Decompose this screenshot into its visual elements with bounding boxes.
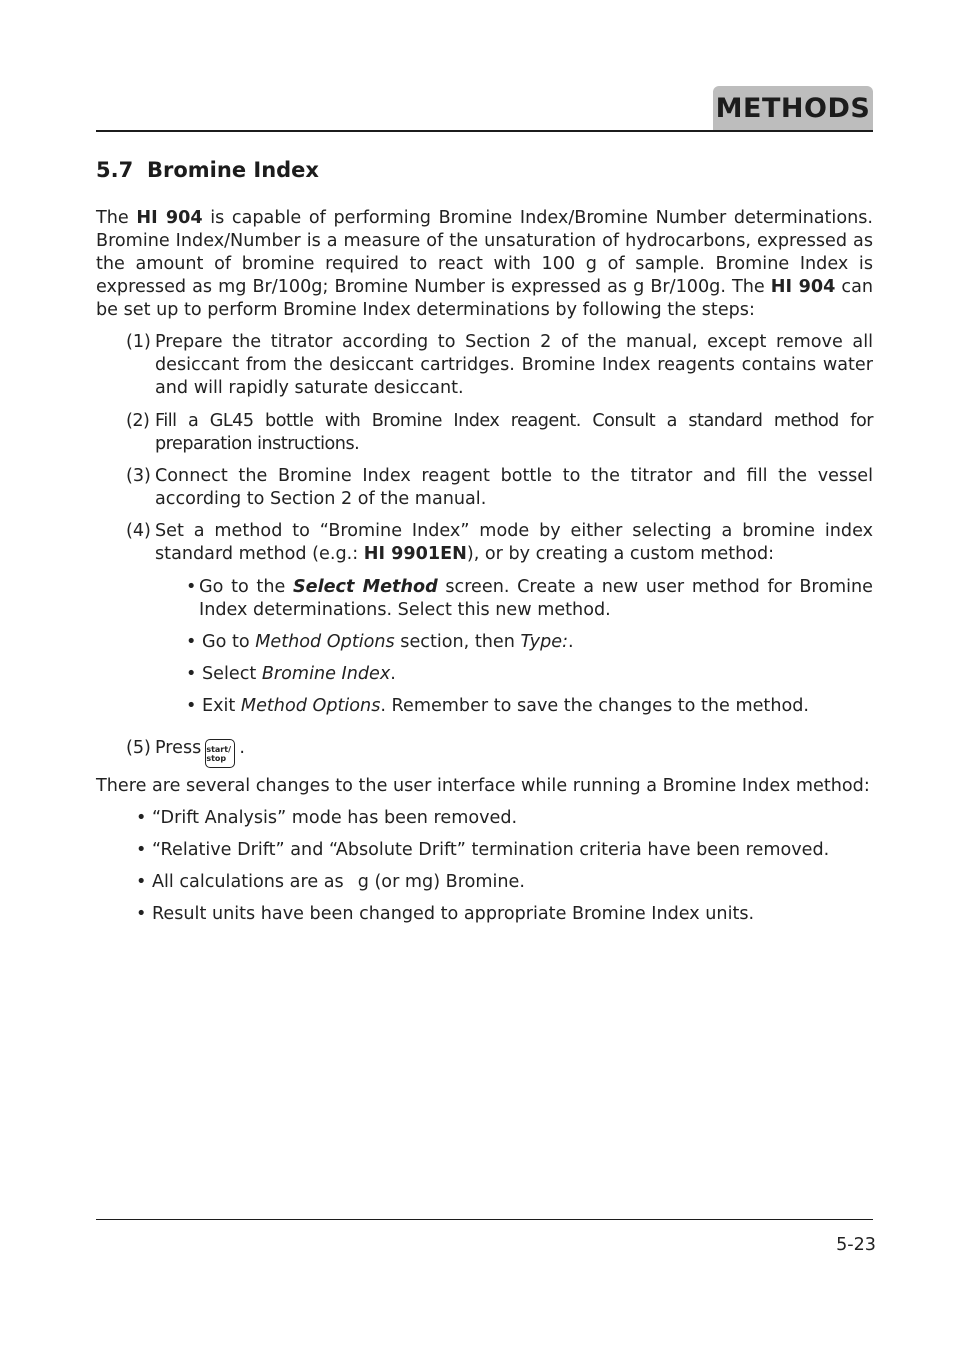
step-number: (1) bbox=[126, 332, 151, 352]
step-1 bbox=[126, 331, 873, 400]
step-number: (2) bbox=[126, 411, 150, 431]
substep-method-options bbox=[186, 631, 574, 654]
bullet: • bbox=[186, 696, 197, 716]
substep-text: . bbox=[390, 664, 396, 684]
substep-text: screen. Create a new user method for Bromine Index determinations. Select this new method. bbox=[199, 577, 873, 620]
changes-intro: There are several changes to the user interface while running a Bromine Index method: bbox=[96, 776, 870, 796]
page-number: 5-23 bbox=[836, 1235, 876, 1255]
change-text: All calculations are as bbox=[151, 872, 344, 892]
change-text: “Drift Analysis” mode has been removed. bbox=[151, 808, 518, 828]
step-number: (3) bbox=[126, 466, 151, 486]
section-title: Bromine Index bbox=[147, 158, 319, 182]
step-text-part: Set a method to “Bromine Index” mode by either selecting a bromine index standard method (e.g.: bbox=[155, 521, 873, 564]
change-item bbox=[136, 903, 754, 926]
change-text: g (or mg) Bromine. bbox=[357, 872, 525, 892]
substep-text: . Remember to save the changes to the method. bbox=[380, 696, 809, 716]
menu-name: Method Options bbox=[240, 696, 381, 716]
start-stop-key-icon bbox=[205, 739, 235, 768]
intro-paragraph bbox=[96, 207, 873, 322]
step-4 bbox=[126, 520, 873, 566]
substep-text: Go to bbox=[201, 632, 256, 652]
step-5 bbox=[126, 737, 873, 768]
change-item bbox=[136, 807, 517, 830]
intro-text: is capable of performing Bromine Index/Bromine Number determinations. Bromine Index/Number is a measure of the unsaturation of hydrocarbons, expressed as the amount of bromine required to react with 100 g of sample. Bromine Index is expressed as mg Br/100g; Bromine Number is expressed as g Br/100g. The bbox=[96, 208, 873, 297]
bullet: • bbox=[136, 808, 147, 828]
screen-name: Select Method bbox=[292, 577, 438, 597]
intro-text: The bbox=[96, 208, 137, 228]
change-item bbox=[136, 871, 525, 894]
step-text bbox=[155, 520, 873, 566]
substep-text: Select bbox=[201, 664, 262, 684]
step-text: Connect the Bromine Index reagent bottle to the titrator and fill the vessel according to Section 2 of the manual. bbox=[155, 466, 873, 509]
step-text-part: ), or by creating a custom method: bbox=[466, 544, 775, 564]
step-text-part: . bbox=[239, 738, 245, 758]
menu-name: Method Options bbox=[255, 632, 395, 652]
section-number: 5.7 bbox=[96, 158, 134, 182]
bullet: • bbox=[186, 632, 197, 652]
key-label: stop bbox=[206, 754, 227, 763]
substep-select-method bbox=[186, 576, 873, 622]
substep-text: Exit bbox=[201, 696, 241, 716]
bullet: • bbox=[136, 872, 147, 892]
method-code: HI 9901EN bbox=[363, 544, 467, 564]
step-text: Prepare the titrator according to Section 2 of the manual, except remove all desiccant from the desiccant cartridges. Bromine Index reagents contains water and will rapidly saturate desiccant. bbox=[155, 332, 873, 398]
key-label: start/ bbox=[206, 745, 231, 754]
bullet: • bbox=[186, 664, 197, 684]
model-name: HI 904 bbox=[770, 277, 836, 297]
bullet: • bbox=[136, 840, 147, 860]
change-text: Result units have been changed to appropriate Bromine Index units. bbox=[151, 904, 755, 924]
step-number: (5) bbox=[126, 738, 151, 758]
substep-text: section, then bbox=[394, 632, 521, 652]
section-tab-methods: METHODS bbox=[713, 86, 873, 131]
change-text: “Relative Drift” and “Absolute Drift” termination criteria have been removed. bbox=[151, 840, 830, 860]
bullet: • bbox=[136, 904, 147, 924]
substep-select-bromine bbox=[186, 663, 396, 686]
header-rule bbox=[96, 130, 873, 132]
option-name: Type: bbox=[520, 632, 569, 652]
substep-exit bbox=[186, 695, 809, 718]
option-value: Bromine Index bbox=[261, 664, 391, 684]
substep-text: . bbox=[568, 632, 574, 652]
section-heading bbox=[96, 156, 319, 184]
bullet: • bbox=[186, 577, 197, 597]
step-number: (4) bbox=[126, 521, 151, 541]
step-3 bbox=[126, 465, 873, 511]
step-text: Fill a GL45 bottle with Bromine Index reagent. Consult a standard method for preparation instructions. bbox=[155, 411, 873, 454]
model-name: HI 904 bbox=[136, 208, 203, 228]
intro-text: can be set up to perform Bromine Index determinations by following the steps: bbox=[96, 277, 873, 320]
step-text-part: Press bbox=[155, 738, 202, 758]
change-item bbox=[136, 839, 829, 862]
step-2 bbox=[126, 410, 873, 456]
footer-rule bbox=[96, 1219, 873, 1220]
step-text bbox=[155, 737, 873, 768]
substep-text: Go to the bbox=[199, 577, 293, 597]
